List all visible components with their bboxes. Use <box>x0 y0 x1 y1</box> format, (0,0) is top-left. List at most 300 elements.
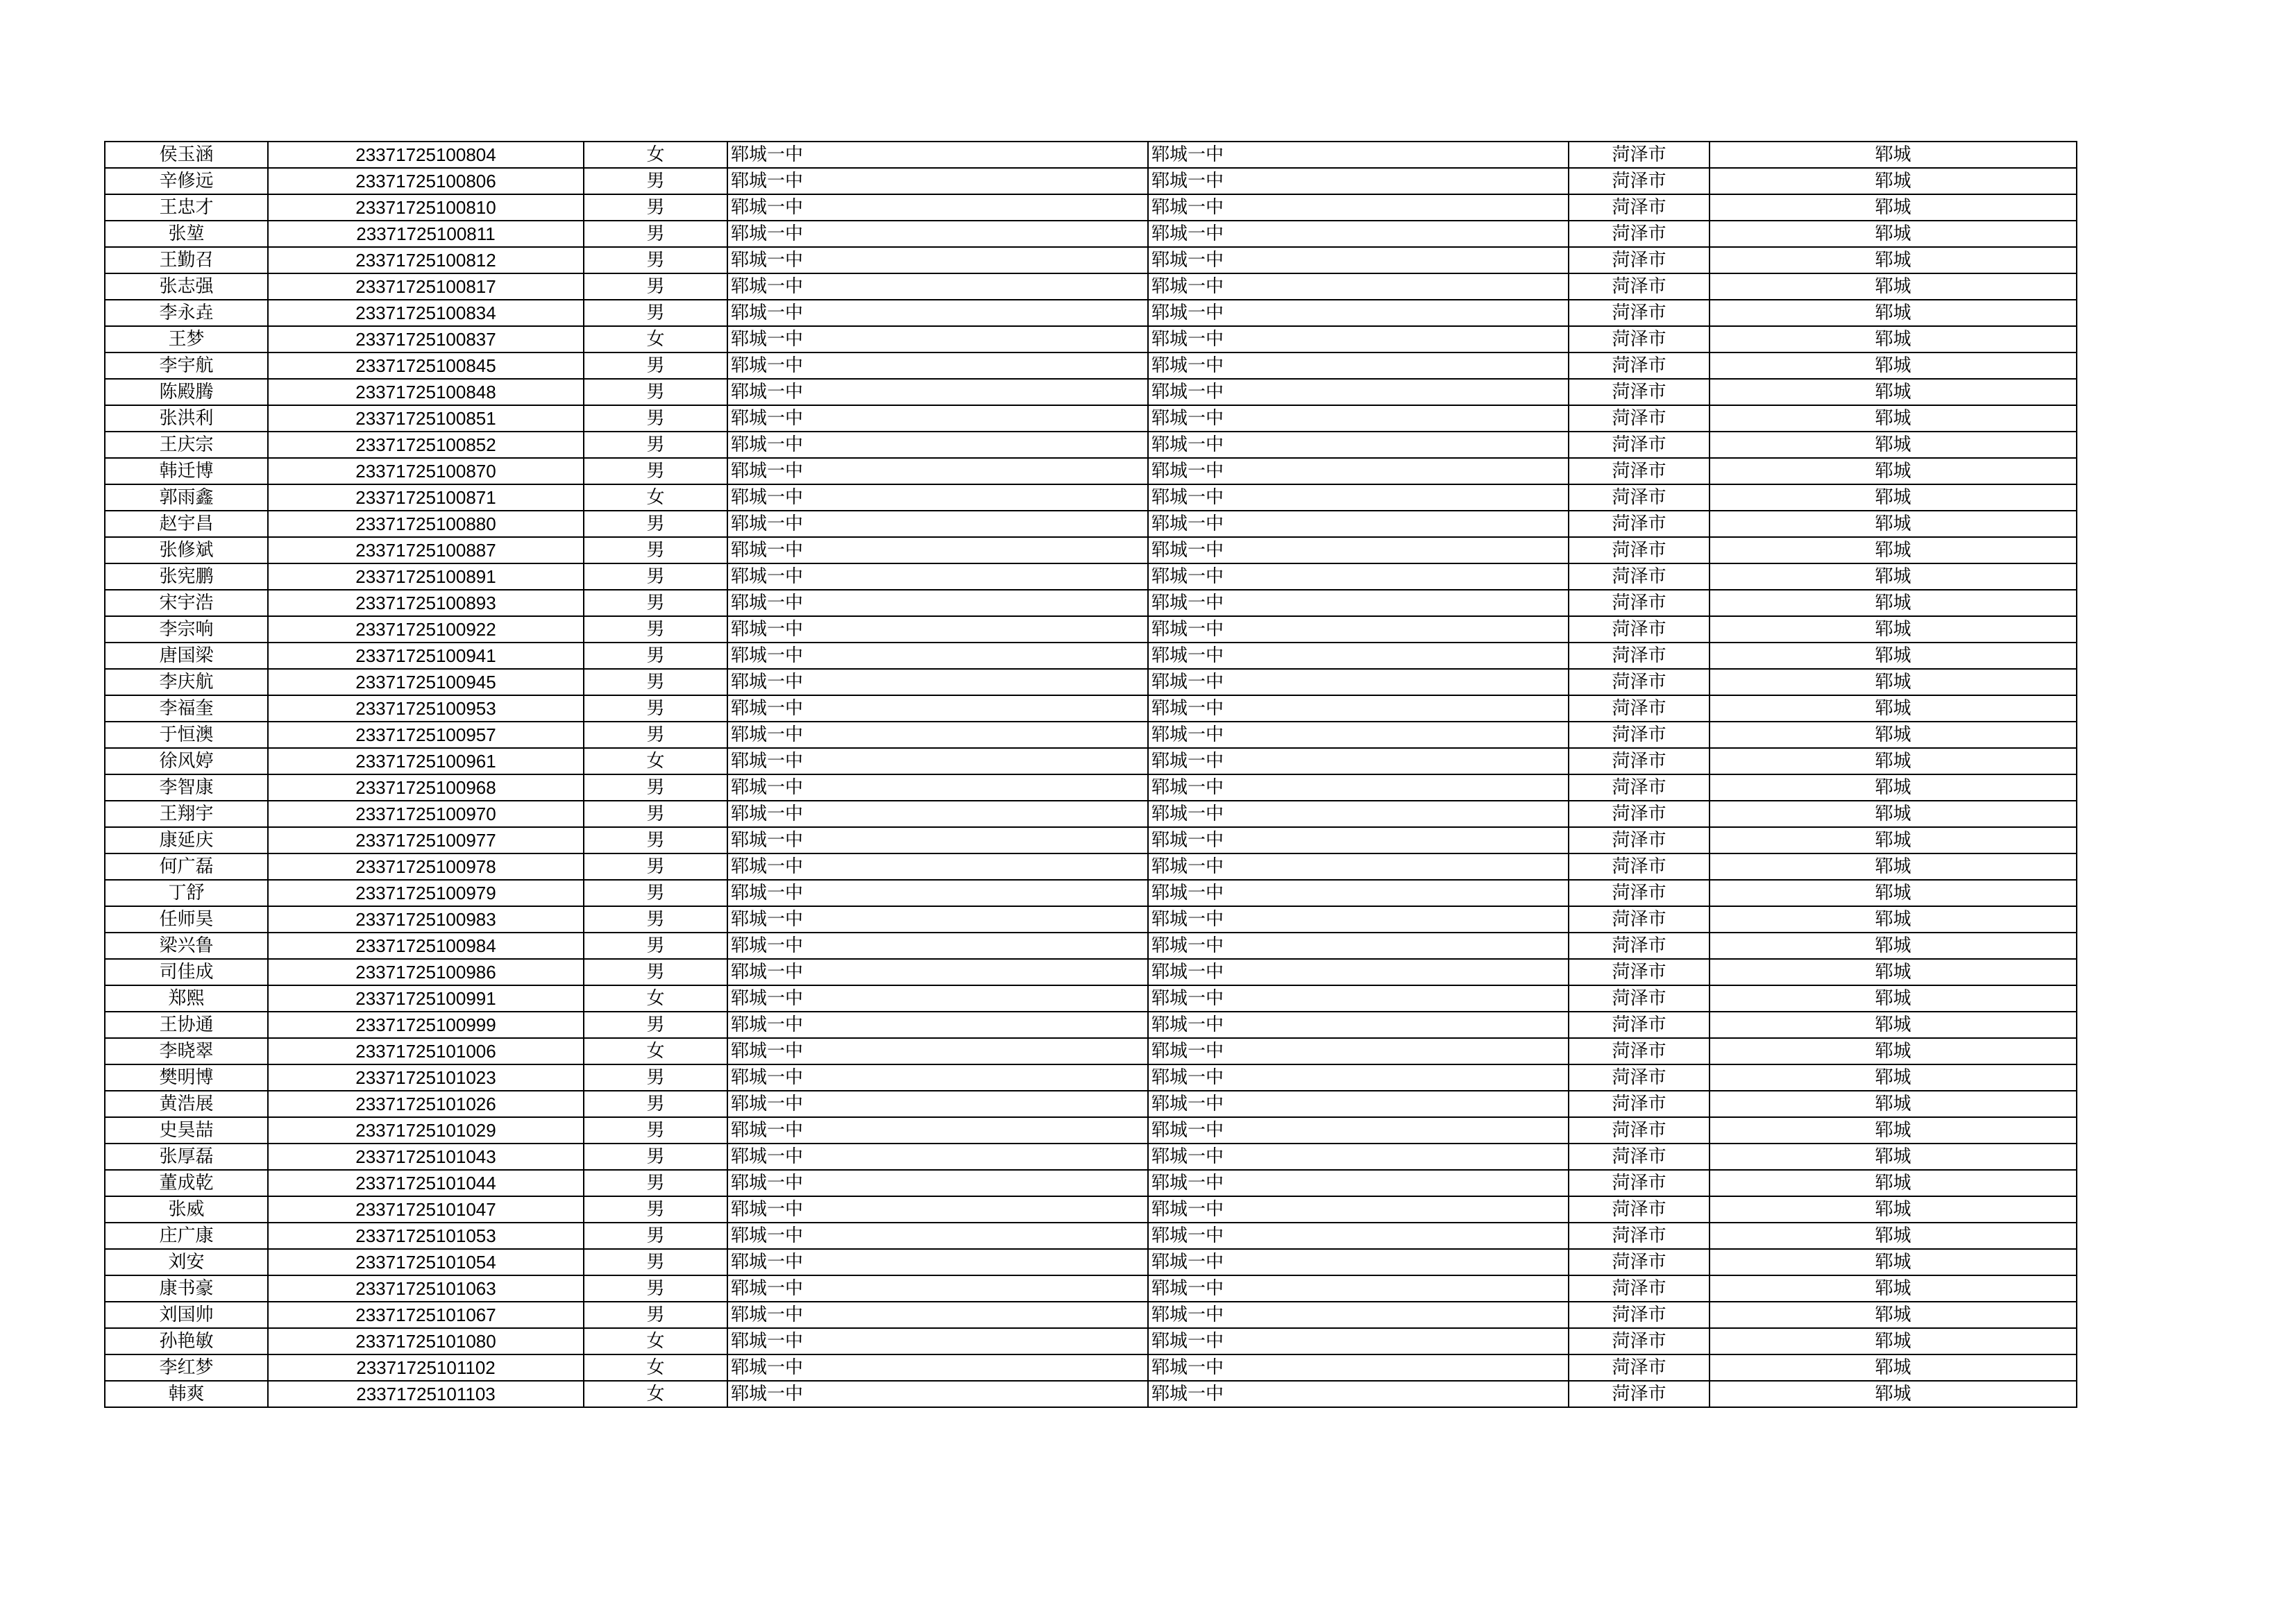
cell-school-name-2: 郓城一中 <box>1148 1381 1569 1407</box>
cell-county: 郓城 <box>1710 1275 2077 1302</box>
cell-county: 郓城 <box>1710 511 2077 537</box>
cell-student-name: 司佳成 <box>105 959 268 985</box>
cell-school-name-2: 郓城一中 <box>1148 590 1569 616</box>
cell-exam-number: 23371725100887 <box>268 537 584 563</box>
cell-gender: 男 <box>584 1302 727 1328</box>
roster-table <box>104 141 2077 1408</box>
cell-school-name-2: 郓城一中 <box>1148 1117 1569 1144</box>
table-row <box>105 1038 2077 1064</box>
cell-exam-number: 23371725100983 <box>268 906 584 933</box>
cell-city: 菏泽市 <box>1569 1275 1710 1302</box>
cell-county: 郓城 <box>1710 1381 2077 1407</box>
cell-city: 菏泽市 <box>1569 1302 1710 1328</box>
cell-gender: 男 <box>584 247 727 273</box>
cell-student-name: 张志强 <box>105 273 268 300</box>
cell-city: 菏泽市 <box>1569 853 1710 880</box>
cell-county: 郓城 <box>1710 484 2077 511</box>
cell-city: 菏泽市 <box>1569 194 1710 221</box>
cell-school-name-2: 郓城一中 <box>1148 511 1569 537</box>
cell-exam-number: 23371725101029 <box>268 1117 584 1144</box>
cell-city: 菏泽市 <box>1569 827 1710 853</box>
cell-gender: 男 <box>584 801 727 827</box>
table-row <box>105 906 2077 933</box>
cell-county: 郓城 <box>1710 1091 2077 1117</box>
cell-exam-number: 23371725100953 <box>268 695 584 722</box>
table-row <box>105 458 2077 484</box>
cell-school-name: 郓城一中 <box>727 1223 1148 1249</box>
table-row <box>105 352 2077 379</box>
cell-school-name-2: 郓城一中 <box>1148 326 1569 352</box>
cell-gender: 男 <box>584 827 727 853</box>
cell-county: 郓城 <box>1710 906 2077 933</box>
cell-city: 菏泽市 <box>1569 959 1710 985</box>
table-row <box>105 695 2077 722</box>
cell-gender: 男 <box>584 590 727 616</box>
cell-student-name: 李永垚 <box>105 300 268 326</box>
table-row <box>105 221 2077 247</box>
cell-student-name: 于恒澳 <box>105 722 268 748</box>
cell-school-name: 郓城一中 <box>727 142 1148 168</box>
table-row <box>105 142 2077 168</box>
cell-city: 菏泽市 <box>1569 1328 1710 1354</box>
cell-exam-number: 23371725100986 <box>268 959 584 985</box>
cell-county: 郓城 <box>1710 1117 2077 1144</box>
cell-student-name: 康书豪 <box>105 1275 268 1302</box>
cell-school-name: 郓城一中 <box>727 511 1148 537</box>
cell-exam-number: 23371725100979 <box>268 880 584 906</box>
cell-student-name: 王忠才 <box>105 194 268 221</box>
cell-exam-number: 23371725100804 <box>268 142 584 168</box>
table-row <box>105 1381 2077 1407</box>
cell-city: 菏泽市 <box>1569 1144 1710 1170</box>
cell-exam-number: 23371725101006 <box>268 1038 584 1064</box>
cell-school-name: 郓城一中 <box>727 880 1148 906</box>
table-row <box>105 273 2077 300</box>
cell-county: 郓城 <box>1710 1144 2077 1170</box>
table-row <box>105 643 2077 669</box>
table-row <box>105 537 2077 563</box>
cell-school-name: 郓城一中 <box>727 537 1148 563</box>
cell-county: 郓城 <box>1710 537 2077 563</box>
cell-school-name-2: 郓城一中 <box>1148 1196 1569 1223</box>
cell-school-name: 郓城一中 <box>727 590 1148 616</box>
cell-city: 菏泽市 <box>1569 695 1710 722</box>
table-row <box>105 194 2077 221</box>
cell-exam-number: 23371725101053 <box>268 1223 584 1249</box>
cell-student-name: 徐风婷 <box>105 748 268 774</box>
table-row <box>105 1064 2077 1091</box>
cell-gender: 男 <box>584 194 727 221</box>
cell-school-name-2: 郓城一中 <box>1148 1091 1569 1117</box>
cell-exam-number: 23371725100968 <box>268 774 584 801</box>
cell-county: 郓城 <box>1710 247 2077 273</box>
cell-county: 郓城 <box>1710 1170 2077 1196</box>
cell-school-name: 郓城一中 <box>727 643 1148 669</box>
cell-school-name-2: 郓城一中 <box>1148 432 1569 458</box>
cell-school-name: 郓城一中 <box>727 933 1148 959</box>
cell-exam-number: 23371725100957 <box>268 722 584 748</box>
cell-school-name: 郓城一中 <box>727 748 1148 774</box>
table-row <box>105 1275 2077 1302</box>
cell-school-name: 郓城一中 <box>727 379 1148 405</box>
cell-school-name-2: 郓城一中 <box>1148 379 1569 405</box>
cell-city: 菏泽市 <box>1569 1091 1710 1117</box>
cell-exam-number: 23371725100970 <box>268 801 584 827</box>
roster-body <box>105 142 2077 1407</box>
cell-city: 菏泽市 <box>1569 432 1710 458</box>
cell-student-name: 李庆航 <box>105 669 268 695</box>
cell-school-name: 郓城一中 <box>727 985 1148 1012</box>
cell-gender: 女 <box>584 1328 727 1354</box>
cell-exam-number: 23371725101054 <box>268 1249 584 1275</box>
cell-city: 菏泽市 <box>1569 1012 1710 1038</box>
cell-exam-number: 23371725100977 <box>268 827 584 853</box>
cell-city: 菏泽市 <box>1569 221 1710 247</box>
table-row <box>105 484 2077 511</box>
cell-exam-number: 23371725101043 <box>268 1144 584 1170</box>
table-row <box>105 563 2077 590</box>
cell-city: 菏泽市 <box>1569 933 1710 959</box>
cell-school-name: 郓城一中 <box>727 906 1148 933</box>
cell-county: 郓城 <box>1710 1196 2077 1223</box>
cell-city: 菏泽市 <box>1569 1381 1710 1407</box>
cell-school-name-2: 郓城一中 <box>1148 1223 1569 1249</box>
cell-school-name: 郓城一中 <box>727 405 1148 432</box>
cell-gender: 男 <box>584 616 727 643</box>
cell-school-name-2: 郓城一中 <box>1148 247 1569 273</box>
cell-student-name: 丁舒 <box>105 880 268 906</box>
cell-county: 郓城 <box>1710 273 2077 300</box>
cell-county: 郓城 <box>1710 722 2077 748</box>
cell-student-name: 张堃 <box>105 221 268 247</box>
cell-city: 菏泽市 <box>1569 247 1710 273</box>
cell-student-name: 韩爽 <box>105 1381 268 1407</box>
cell-school-name-2: 郓城一中 <box>1148 458 1569 484</box>
cell-city: 菏泽市 <box>1569 985 1710 1012</box>
cell-school-name-2: 郓城一中 <box>1148 1302 1569 1328</box>
cell-school-name: 郓城一中 <box>727 669 1148 695</box>
table-row <box>105 379 2077 405</box>
cell-school-name-2: 郓城一中 <box>1148 1064 1569 1091</box>
cell-school-name-2: 郓城一中 <box>1148 168 1569 194</box>
cell-gender: 男 <box>584 1275 727 1302</box>
cell-city: 菏泽市 <box>1569 1249 1710 1275</box>
cell-gender: 女 <box>584 1354 727 1381</box>
cell-student-name: 郑熙 <box>105 985 268 1012</box>
cell-exam-number: 23371725100880 <box>268 511 584 537</box>
table-row <box>105 669 2077 695</box>
cell-city: 菏泽市 <box>1569 458 1710 484</box>
cell-school-name: 郓城一中 <box>727 221 1148 247</box>
cell-school-name-2: 郓城一中 <box>1148 906 1569 933</box>
cell-school-name-2: 郓城一中 <box>1148 484 1569 511</box>
cell-city: 菏泽市 <box>1569 537 1710 563</box>
cell-city: 菏泽市 <box>1569 484 1710 511</box>
cell-city: 菏泽市 <box>1569 1038 1710 1064</box>
cell-exam-number: 23371725100891 <box>268 563 584 590</box>
cell-exam-number: 23371725100978 <box>268 853 584 880</box>
cell-school-name: 郓城一中 <box>727 1302 1148 1328</box>
cell-school-name: 郓城一中 <box>727 695 1148 722</box>
table-row <box>105 326 2077 352</box>
cell-city: 菏泽市 <box>1569 511 1710 537</box>
cell-county: 郓城 <box>1710 1249 2077 1275</box>
cell-city: 菏泽市 <box>1569 774 1710 801</box>
cell-exam-number: 23371725101047 <box>268 1196 584 1223</box>
cell-city: 菏泽市 <box>1569 1117 1710 1144</box>
table-row <box>105 247 2077 273</box>
cell-student-name: 梁兴鲁 <box>105 933 268 959</box>
cell-school-name-2: 郓城一中 <box>1148 405 1569 432</box>
cell-exam-number: 23371725101067 <box>268 1302 584 1328</box>
cell-city: 菏泽市 <box>1569 722 1710 748</box>
cell-gender: 男 <box>584 1064 727 1091</box>
cell-school-name-2: 郓城一中 <box>1148 1328 1569 1354</box>
cell-gender: 男 <box>584 774 727 801</box>
cell-exam-number: 23371725100845 <box>268 352 584 379</box>
cell-school-name: 郓城一中 <box>727 827 1148 853</box>
cell-county: 郓城 <box>1710 1223 2077 1249</box>
cell-gender: 男 <box>584 405 727 432</box>
cell-school-name: 郓城一中 <box>727 959 1148 985</box>
cell-school-name-2: 郓城一中 <box>1148 774 1569 801</box>
cell-gender: 男 <box>584 1249 727 1275</box>
cell-gender: 女 <box>584 1381 727 1407</box>
cell-exam-number: 23371725101044 <box>268 1170 584 1196</box>
cell-student-name: 王梦 <box>105 326 268 352</box>
table-row <box>105 933 2077 959</box>
table-row <box>105 1117 2077 1144</box>
cell-school-name-2: 郓城一中 <box>1148 1170 1569 1196</box>
cell-county: 郓城 <box>1710 1302 2077 1328</box>
cell-school-name: 郓城一中 <box>727 326 1148 352</box>
table-row <box>105 1170 2077 1196</box>
cell-school-name-2: 郓城一中 <box>1148 1012 1569 1038</box>
table-row <box>105 405 2077 432</box>
cell-school-name-2: 郓城一中 <box>1148 880 1569 906</box>
cell-exam-number: 23371725100812 <box>268 247 584 273</box>
cell-gender: 女 <box>584 748 727 774</box>
cell-student-name: 张修斌 <box>105 537 268 563</box>
table-row <box>105 853 2077 880</box>
cell-city: 菏泽市 <box>1569 142 1710 168</box>
cell-exam-number: 23371725101023 <box>268 1064 584 1091</box>
cell-city: 菏泽市 <box>1569 1196 1710 1223</box>
cell-school-name: 郓城一中 <box>727 432 1148 458</box>
cell-student-name: 庄广康 <box>105 1223 268 1249</box>
cell-city: 菏泽市 <box>1569 1223 1710 1249</box>
cell-county: 郓城 <box>1710 379 2077 405</box>
cell-school-name-2: 郓城一中 <box>1148 616 1569 643</box>
cell-student-name: 张宪鹏 <box>105 563 268 590</box>
cell-gender: 男 <box>584 906 727 933</box>
cell-student-name: 王庆宗 <box>105 432 268 458</box>
cell-school-name-2: 郓城一中 <box>1148 273 1569 300</box>
table-row <box>105 1223 2077 1249</box>
cell-exam-number: 23371725100999 <box>268 1012 584 1038</box>
cell-school-name: 郓城一中 <box>727 1064 1148 1091</box>
cell-student-name: 郭雨鑫 <box>105 484 268 511</box>
cell-school-name-2: 郓城一中 <box>1148 221 1569 247</box>
cell-exam-number: 23371725100870 <box>268 458 584 484</box>
cell-city: 菏泽市 <box>1569 616 1710 643</box>
table-row <box>105 1144 2077 1170</box>
cell-exam-number: 23371725100893 <box>268 590 584 616</box>
cell-city: 菏泽市 <box>1569 300 1710 326</box>
table-row <box>105 827 2077 853</box>
table-row <box>105 801 2077 827</box>
cell-gender: 男 <box>584 273 727 300</box>
cell-school-name: 郓城一中 <box>727 616 1148 643</box>
cell-exam-number: 23371725100834 <box>268 300 584 326</box>
cell-gender: 男 <box>584 880 727 906</box>
cell-county: 郓城 <box>1710 616 2077 643</box>
cell-city: 菏泽市 <box>1569 748 1710 774</box>
cell-school-name-2: 郓城一中 <box>1148 643 1569 669</box>
cell-gender: 男 <box>584 1144 727 1170</box>
cell-exam-number: 23371725100961 <box>268 748 584 774</box>
cell-exam-number: 23371725100811 <box>268 221 584 247</box>
cell-gender: 男 <box>584 352 727 379</box>
cell-school-name: 郓城一中 <box>727 168 1148 194</box>
cell-school-name-2: 郓城一中 <box>1148 933 1569 959</box>
cell-student-name: 张厚磊 <box>105 1144 268 1170</box>
cell-gender: 女 <box>584 142 727 168</box>
table-row <box>105 1249 2077 1275</box>
cell-school-name-2: 郓城一中 <box>1148 300 1569 326</box>
cell-exam-number: 23371725100945 <box>268 669 584 695</box>
cell-school-name: 郓城一中 <box>727 1038 1148 1064</box>
cell-school-name-2: 郓城一中 <box>1148 722 1569 748</box>
table-row <box>105 1328 2077 1354</box>
cell-student-name: 唐国梁 <box>105 643 268 669</box>
cell-gender: 男 <box>584 300 727 326</box>
cell-student-name: 孙艳敏 <box>105 1328 268 1354</box>
cell-student-name: 王翔宇 <box>105 801 268 827</box>
cell-county: 郓城 <box>1710 352 2077 379</box>
cell-city: 菏泽市 <box>1569 1354 1710 1381</box>
cell-gender: 女 <box>584 326 727 352</box>
cell-school-name-2: 郓城一中 <box>1148 1144 1569 1170</box>
cell-student-name: 赵宇昌 <box>105 511 268 537</box>
cell-county: 郓城 <box>1710 959 2077 985</box>
cell-county: 郓城 <box>1710 563 2077 590</box>
cell-gender: 男 <box>584 853 727 880</box>
cell-exam-number: 23371725100848 <box>268 379 584 405</box>
cell-county: 郓城 <box>1710 643 2077 669</box>
cell-school-name-2: 郓城一中 <box>1148 959 1569 985</box>
cell-school-name: 郓城一中 <box>727 1117 1148 1144</box>
table-row <box>105 590 2077 616</box>
cell-city: 菏泽市 <box>1569 1170 1710 1196</box>
cell-gender: 男 <box>584 563 727 590</box>
cell-city: 菏泽市 <box>1569 1064 1710 1091</box>
table-row <box>105 511 2077 537</box>
cell-student-name: 刘国帅 <box>105 1302 268 1328</box>
cell-exam-number: 23371725100941 <box>268 643 584 669</box>
cell-school-name: 郓城一中 <box>727 774 1148 801</box>
cell-student-name: 刘安 <box>105 1249 268 1275</box>
cell-student-name: 韩迁博 <box>105 458 268 484</box>
cell-city: 菏泽市 <box>1569 669 1710 695</box>
cell-exam-number: 23371725100837 <box>268 326 584 352</box>
table-row <box>105 722 2077 748</box>
cell-school-name: 郓城一中 <box>727 801 1148 827</box>
cell-exam-number: 23371725100851 <box>268 405 584 432</box>
cell-gender: 男 <box>584 432 727 458</box>
cell-student-name: 李智康 <box>105 774 268 801</box>
cell-school-name: 郓城一中 <box>727 1381 1148 1407</box>
cell-gender: 女 <box>584 1038 727 1064</box>
cell-gender: 男 <box>584 933 727 959</box>
cell-gender: 男 <box>584 537 727 563</box>
cell-city: 菏泽市 <box>1569 880 1710 906</box>
cell-county: 郓城 <box>1710 853 2077 880</box>
cell-county: 郓城 <box>1710 985 2077 1012</box>
cell-gender: 男 <box>584 1117 727 1144</box>
table-row <box>105 774 2077 801</box>
cell-school-name-2: 郓城一中 <box>1148 827 1569 853</box>
cell-student-name: 李宇航 <box>105 352 268 379</box>
cell-student-name: 李红梦 <box>105 1354 268 1381</box>
cell-county: 郓城 <box>1710 1038 2077 1064</box>
cell-county: 郓城 <box>1710 1354 2077 1381</box>
cell-school-name: 郓城一中 <box>727 247 1148 273</box>
cell-exam-number: 23371725101080 <box>268 1328 584 1354</box>
cell-student-name: 李晓翠 <box>105 1038 268 1064</box>
cell-school-name: 郓城一中 <box>727 1275 1148 1302</box>
cell-school-name: 郓城一中 <box>727 273 1148 300</box>
cell-exam-number: 23371725101103 <box>268 1381 584 1407</box>
cell-student-name: 樊明博 <box>105 1064 268 1091</box>
cell-school-name: 郓城一中 <box>727 458 1148 484</box>
cell-school-name: 郓城一中 <box>727 1091 1148 1117</box>
cell-county: 郓城 <box>1710 933 2077 959</box>
cell-city: 菏泽市 <box>1569 326 1710 352</box>
table-row <box>105 1091 2077 1117</box>
cell-school-name-2: 郓城一中 <box>1148 352 1569 379</box>
cell-school-name: 郓城一中 <box>727 563 1148 590</box>
cell-gender: 男 <box>584 1223 727 1249</box>
cell-student-name: 黄浩展 <box>105 1091 268 1117</box>
cell-gender: 女 <box>584 985 727 1012</box>
cell-school-name-2: 郓城一中 <box>1148 853 1569 880</box>
cell-student-name: 董成乾 <box>105 1170 268 1196</box>
cell-gender: 男 <box>584 1012 727 1038</box>
cell-county: 郓城 <box>1710 168 2077 194</box>
table-row <box>105 1012 2077 1038</box>
cell-school-name: 郓城一中 <box>727 352 1148 379</box>
cell-county: 郓城 <box>1710 880 2077 906</box>
cell-county: 郓城 <box>1710 748 2077 774</box>
cell-school-name: 郓城一中 <box>727 1249 1148 1275</box>
cell-school-name-2: 郓城一中 <box>1148 537 1569 563</box>
cell-school-name: 郓城一中 <box>727 1170 1148 1196</box>
cell-gender: 男 <box>584 669 727 695</box>
cell-county: 郓城 <box>1710 300 2077 326</box>
cell-student-name: 宋宇浩 <box>105 590 268 616</box>
cell-school-name: 郓城一中 <box>727 853 1148 880</box>
cell-school-name: 郓城一中 <box>727 1144 1148 1170</box>
cell-city: 菏泽市 <box>1569 563 1710 590</box>
cell-gender: 男 <box>584 959 727 985</box>
cell-county: 郓城 <box>1710 326 2077 352</box>
cell-gender: 男 <box>584 695 727 722</box>
cell-exam-number: 23371725101026 <box>268 1091 584 1117</box>
cell-county: 郓城 <box>1710 194 2077 221</box>
cell-school-name: 郓城一中 <box>727 1354 1148 1381</box>
cell-school-name-2: 郓城一中 <box>1148 669 1569 695</box>
